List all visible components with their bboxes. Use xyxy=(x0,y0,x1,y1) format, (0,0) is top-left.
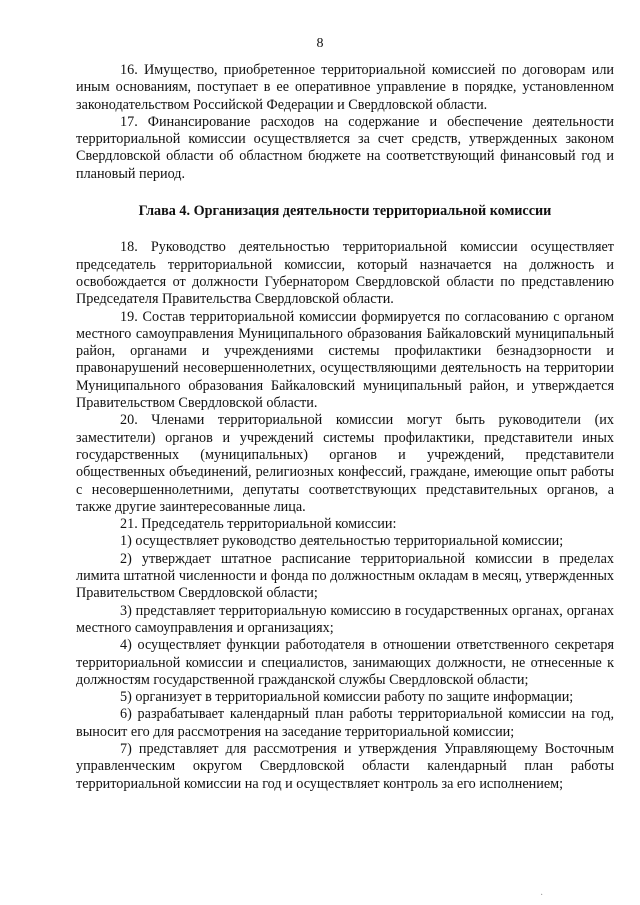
paragraph-21: 21. Председатель территориальной комиссии: xyxy=(120,516,397,533)
list-item-6: 6) разрабатывает календарный план работы территориальной комиссии на год, выносит его для рассмотрения на заседание территориальной комиссии; xyxy=(76,706,614,740)
list-item-5: 5) организует в территориальной комиссии работу по защите информации; xyxy=(120,689,574,706)
list-item-7: 7) представляет для рассмотрения и утверждения Управляющему Восточным управленческим округом Свердловской области календарный план работы территориальной комиссии на год и осуществляет контроль за его исполнением; xyxy=(76,740,614,792)
page-number: 8 xyxy=(316,36,324,51)
list-item-4: 4) осуществляет функции работодателя в отношении ответственного секретаря территориальной комиссии и специалистов, занимающих должности, не отнесенные к должностям государственной гражданской службы Свердловской области; xyxy=(76,637,614,688)
paragraph-17: 17. Финансирование расходов на содержание и обеспечение деятельности территориальной комиссии осуществляется за счет средств, утвержденных законом Свердловской области об областном бюджете на соответствующий финансовый год и плановый период. xyxy=(76,113,614,182)
list-item-1: 1) осуществляет руководство деятельностью территориальной комиссии; xyxy=(120,533,564,550)
paragraph-20: 20. Членами территориальной комиссии могут быть руководители (их заместители) органов и учреждений системы профилактики, представители иных государственных (муниципальных) органов и учреждений, представители общественных объединений, религиозных конфессий, граждане, имеющие опыт работы с несовершеннолетними, депутаты соответствующих представительных органов, а также другие заинтересованные лица. xyxy=(76,412,614,515)
paragraph-16: 16. Имущество, приобретенное территориальной комиссией по договорам или иным основаниям, поступает в ее оперативное управление в порядке, установленном законодательством Российской Федерации и Свердловской области. xyxy=(76,62,614,113)
scan-mark: · xyxy=(540,890,544,901)
list-item-2: 2) утверждает штатное расписание территориальной комиссии в пределах лимита штатной численности и фонда по должностным окладам в месяц, утвержденных Правительством Свердловской области; xyxy=(76,550,614,602)
list-item-3: 3) представляет территориальную комиссию в государственных органах, органах местного самоуправления и организациях; xyxy=(76,602,614,636)
document-body xyxy=(76,62,614,793)
chapter-heading: Глава 4. Организация деятельности территориальной комиссии xyxy=(138,203,552,220)
paragraph-19: 19. Состав территориальной комиссии формируется по согласованию с органом местного самоуправления Муниципального образования Байкаловский муниципальный район, органами и учреждениями системы профилактики безнадзорности и правонарушений несовершеннолетних, осуществляющими деятельность на территории Муниципального образования Байкаловский муниципальный район, и утверждается Правительством Свердловской области. xyxy=(76,308,614,412)
paragraph-18: 18. Руководство деятельностью территориальной комиссии осуществляет председатель территориальной комиссии, который назначается на должность и освобождается от должности Губернатором Свердловской области по представлению Председателя Правительства Свердловской области. xyxy=(76,239,614,308)
